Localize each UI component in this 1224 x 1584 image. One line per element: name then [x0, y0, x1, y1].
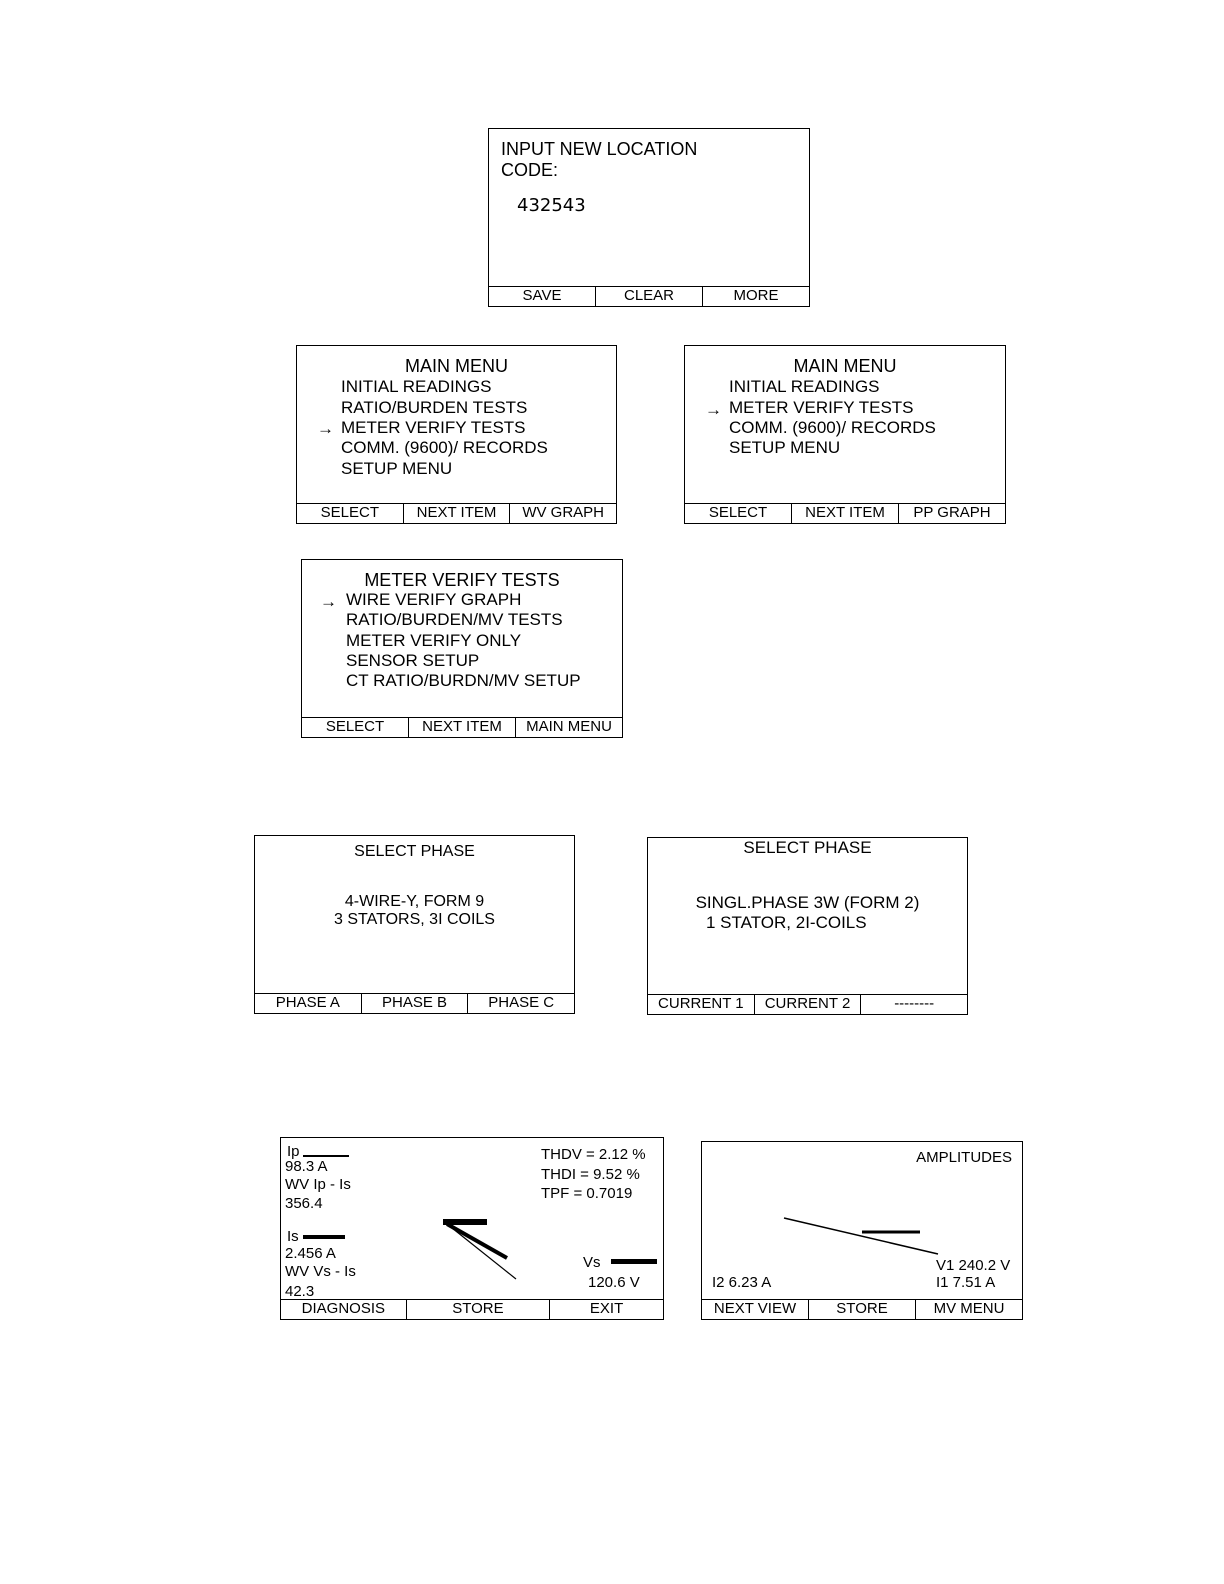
next-view-button[interactable]: NEXT VIEW: [702, 1300, 809, 1319]
clear-button[interactable]: CLEAR: [596, 287, 703, 306]
mv-item-meter-verify-only[interactable]: METER VERIFY ONLY: [346, 631, 522, 650]
selection-arrow-icon: →: [320, 592, 337, 611]
is-value: 2.456 A: [285, 1245, 336, 1262]
select-phase-a-line1: 4-WIRE-Y, FORM 9: [344, 893, 485, 910]
select-phase-b-line2: 1 STATOR, 2I-COILS: [706, 913, 867, 932]
amplitudes-screen: [701, 1141, 1023, 1320]
blank-softkey-button[interactable]: --------: [894, 995, 935, 1012]
select-button[interactable]: SELECT: [297, 504, 404, 523]
mv-item-ct-ratio-setup[interactable]: CT RATIO/BURDN/MV SETUP: [346, 671, 581, 690]
current-1-button[interactable]: CURRENT 1: [648, 995, 755, 1014]
location-code-input[interactable]: 432543: [517, 195, 586, 216]
thdi-readout: THDI = 9.52 %: [541, 1166, 640, 1183]
ip-label: Ip: [287, 1143, 300, 1160]
mv-item-sensor-setup[interactable]: SENSOR SETUP: [346, 651, 480, 670]
thdv-readout: THDV = 2.12 %: [541, 1146, 646, 1163]
main-menu-screen-a: [296, 345, 617, 524]
ip-value: 98.3 A: [285, 1158, 328, 1175]
selection-arrow-icon: →: [317, 419, 334, 438]
mv-menu-button[interactable]: MV MENU: [933, 1300, 1005, 1317]
phase-a-button[interactable]: PHASE A: [255, 994, 362, 1013]
mv-item-wire-verify-graph[interactable]: WIRE VERIFY GRAPH: [346, 590, 522, 609]
store-button[interactable]: STORE: [809, 1300, 916, 1319]
tpf-readout: TPF = 0.7019: [541, 1185, 633, 1202]
exit-button[interactable]: EXIT: [589, 1300, 624, 1317]
select-button[interactable]: SELECT: [302, 718, 409, 737]
next-item-button[interactable]: NEXT ITEM: [409, 718, 516, 737]
store-button[interactable]: STORE: [407, 1300, 551, 1319]
v1-readout: V1 240.2 V: [936, 1257, 1011, 1274]
menu-a-item-setup-menu[interactable]: SETUP MENU: [341, 459, 453, 478]
menu-b-item-meter-verify-tests[interactable]: METER VERIFY TESTS: [729, 398, 914, 417]
amplitudes-title: AMPLITUDES: [916, 1149, 1012, 1166]
phase-c-button[interactable]: PHASE C: [488, 994, 555, 1011]
phase-b-button[interactable]: PHASE B: [362, 994, 469, 1013]
menu-b-item-comm-records[interactable]: COMM. (9600)/ RECORDS: [729, 418, 936, 437]
meter-verify-title: METER VERIFY TESTS: [364, 570, 560, 590]
location-prompt-line1: INPUT NEW LOCATION: [501, 139, 698, 159]
amplitudes-softkey-bar: [702, 1299, 1022, 1319]
selection-arrow-icon: →: [705, 400, 722, 419]
main-menu-button[interactable]: MAIN MENU: [526, 718, 612, 735]
diagnosis-button[interactable]: DIAGNOSIS: [281, 1300, 407, 1319]
vs-value: 120.6 V: [588, 1274, 640, 1291]
select-phase-a-title: SELECT PHASE: [354, 843, 475, 860]
next-item-button[interactable]: NEXT ITEM: [404, 504, 511, 523]
menu-a-item-comm-records[interactable]: COMM. (9600)/ RECORDS: [341, 438, 548, 457]
main-menu-a-softkey-bar: [297, 503, 616, 523]
select-phase-b-title: SELECT PHASE: [743, 838, 872, 857]
main-menu-a-title: MAIN MENU: [405, 356, 508, 376]
mv-item-ratio-burden-mv-tests[interactable]: RATIO/BURDEN/MV TESTS: [346, 610, 563, 629]
meter-verify-softkey-bar: [302, 717, 622, 737]
menu-a-item-ratio-burden-tests[interactable]: RATIO/BURDEN TESTS: [341, 398, 528, 417]
wv-graph-screen: [280, 1137, 664, 1320]
wv-ip-is-value: 356.4: [285, 1195, 323, 1212]
menu-b-item-initial-readings[interactable]: INITIAL READINGS: [729, 377, 880, 396]
menu-b-item-setup-menu[interactable]: SETUP MENU: [729, 438, 841, 457]
main-menu-screen-b: [684, 345, 1006, 524]
select-phase-screen-a: [254, 835, 575, 1014]
select-phase-b-softkey-bar: [648, 994, 967, 1014]
select-phase-screen-b: [647, 837, 968, 1015]
meter-verify-menu-screen: [301, 559, 623, 738]
current-2-button[interactable]: CURRENT 2: [755, 995, 862, 1014]
is-label: Is: [287, 1228, 299, 1245]
i2-readout: I2 6.23 A: [712, 1274, 772, 1291]
wv-vs-is-label: WV Vs - Is: [285, 1263, 356, 1280]
is-phasor-line: [447, 1224, 507, 1258]
next-item-button[interactable]: NEXT ITEM: [792, 504, 899, 523]
main-menu-b-softkey-bar: [685, 503, 1005, 523]
wv-graph-button[interactable]: WV GRAPH: [522, 504, 605, 521]
save-button[interactable]: SAVE: [489, 287, 596, 306]
select-button[interactable]: SELECT: [685, 504, 792, 523]
vs-phasor-line: [447, 1224, 516, 1279]
i1-readout: I1 7.51 A: [936, 1274, 996, 1291]
wv-graph-softkey-bar: [281, 1299, 663, 1319]
vs-label: Vs: [583, 1254, 601, 1271]
location-code-screen: [488, 128, 810, 307]
menu-a-item-meter-verify-tests[interactable]: METER VERIFY TESTS: [341, 418, 526, 437]
more-button[interactable]: MORE: [733, 287, 779, 304]
menu-a-item-initial-readings[interactable]: INITIAL READINGS: [341, 377, 492, 396]
select-phase-a-line2: 3 STATORS, 3I COILS: [334, 911, 495, 928]
location-prompt-line2: CODE:: [501, 160, 559, 180]
location-softkey-bar: [489, 286, 809, 306]
pp-graph-button[interactable]: PP GRAPH: [913, 504, 991, 521]
select-phase-a-softkey-bar: [255, 993, 574, 1013]
wv-ip-is-label: WV Ip - Is: [285, 1176, 351, 1193]
wv-vs-is-value: 42.3: [285, 1283, 315, 1300]
select-phase-b-line1: SINGL.PHASE 3W (FORM 2): [695, 893, 920, 912]
phasor-diagram: [281, 1138, 665, 1298]
v1-phasor-line: [784, 1218, 938, 1254]
main-menu-b-title: MAIN MENU: [793, 356, 897, 376]
